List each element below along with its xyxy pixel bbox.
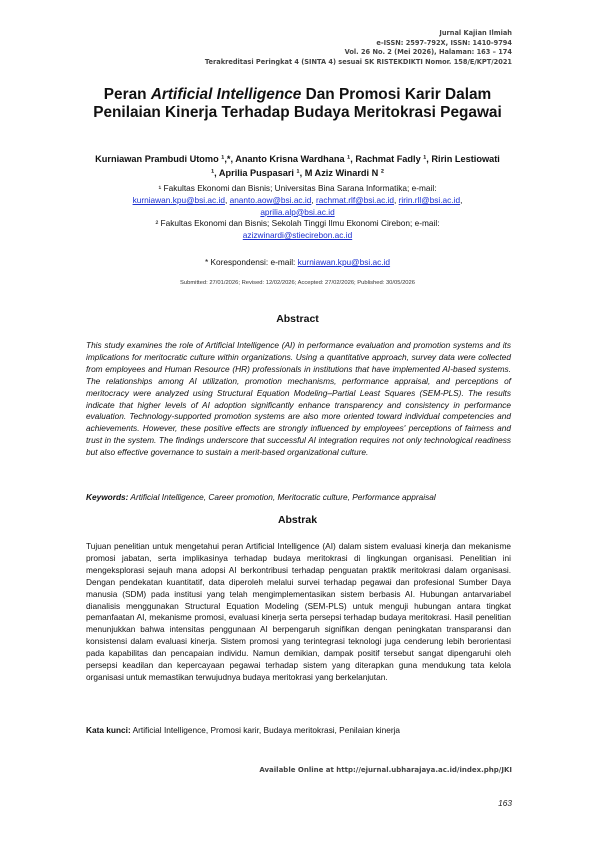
- email-link[interactable]: ananto.aow@bsi.ac.id: [229, 194, 312, 205]
- email-link[interactable]: kurniawan.kpu@bsi.ac.id: [132, 194, 225, 205]
- page-number: 163: [498, 798, 512, 808]
- email-link[interactable]: aprilia.alp@bsi.ac.id: [260, 206, 335, 217]
- journal-header: [182, 29, 512, 67]
- kata-kunci-text: Artificial Intelligence, Promosi karir, Budaya meritokrasi, Penilaian kinerja: [132, 725, 401, 735]
- correspondence-label: * Korespondensi: e-mail:: [204, 257, 296, 267]
- keywords-id: [86, 725, 511, 736]
- keywords-en: [86, 492, 511, 503]
- abstract-id-body: Tujuan penelitian untuk mengetahui peran Artificial Intelligence (AI) dalam sistem evaluasi kinerja dan mekanisme promosi jabatan, serta implikasinya terhadap budaya meritokrasi di lingkungan organisasi. Penelitian ini mengeksplorasi sejauh mana adopsi AI berkontribusi terhadap penguatan praktik meritokrasi dalam organisasi. Dengan pendekatan kuantitatif, data diperoleh melalui survei terhadap pegawai dan profesional Sumber Daya manusia (SDM) pada institusi yang telah mengimplementasikan sistem berbasis AI. Hubungan antarvariabel dianalisis menggunakan Structural Equation Modeling (SEM-PLS) untuk menguji hubungan antara tingkat pemanfaatan AI, mekanisme promosi, evaluasi kinerja serta persepsi terhadap budaya meritokrasi. Hasil penelitian menunjukkan bahwa intensitas penggunaan AI berpengaruh signifikan dengan peningkatan transparansi dan konsistensi dalam evaluasi kinerja. Sistem promosi yang terintegrasi teknologi juga cenderung lebih berorientasi pada kapabilitas dan pencapaian individu. Namun demikian, dampak positif tersebut sangat dipengaruhi oleh persepsi keadilan dan kepercayaan pegawai terhadap sistem yang diterapkan guna mendukung tata kelola organisasi untuk memastikan terwujudnya budaya meritokrasi yang berkelanjutan.: [86, 541, 511, 682]
- journal-volume: Vol. 26 No. 2 (Mei 2026), Halaman: 163 – 174: [344, 48, 512, 57]
- keywords-text: Artificial Intelligence, Career promotion, Meritocratic culture, Performance appraisal: [130, 492, 436, 502]
- title-suffix: Dan Promosi Karir Dalam Penilaian Kinerja Terhadap Budaya Meritokrasi Pegawai: [93, 86, 502, 121]
- journal-name: Jurnal Kajian Ilmiah: [439, 29, 512, 37]
- abstract-heading: Abstract: [276, 313, 319, 325]
- kata-kunci-label: Kata kunci:: [86, 725, 131, 735]
- journal-issn: e-ISSN: 2597-792X, ISSN: 1410-9794: [376, 38, 512, 47]
- affiliation-1-emails-cont: [95, 207, 500, 219]
- email-link[interactable]: azizwinardi@stiecirebon.ac.id: [242, 230, 353, 241]
- affiliation-1: ¹ Fakultas Ekonomi dan Bisnis; Universitas Bina Sarana Informatika; e-mail:: [158, 183, 437, 193]
- correspondence: [95, 257, 500, 268]
- title-italic: Artificial Intelligence: [150, 86, 302, 103]
- keywords-label: Keywords:: [86, 492, 129, 502]
- email-link[interactable]: ririn.rll@bsi.ac.id: [398, 194, 461, 205]
- abstract-en-body: This study examines the role of Artificial Intelligence (AI) in performance evaluation and promotion systems and its implications for meritocratic culture within organizations. Using a quantitative approach, survey data were collected from employees and Human Resource (HR) professionals in institutions that have implemented AI-based systems. The relationships among AI utilization, promotion mechanisms, performance appraisal, and perceptions of meritocracy were analyzed using Structural Equation Modeling–Partial Least Squares (SEM-PLS). The results indicate that higher levels of AI adoption significantly enhance transparency and consistency in performance evaluation. Technology-supported promotion systems are also more oriented toward individual competencies and achievements. However, these positive effects are strongly influenced by employees' perceptions of fairness and trust in the system. The findings underscore that successful AI integration requires not only technological readiness but also effective governance to sustain a merit-based organizational culture.: [86, 340, 511, 458]
- abstrak-heading: Abstrak: [277, 514, 318, 526]
- title-prefix: Peran: [103, 86, 151, 103]
- correspondence-email-link[interactable]: kurniawan.kpu@bsi.ac.id: [297, 257, 391, 267]
- paper-title: [80, 86, 515, 121]
- author-list: Kurniawan Prambudi Utomo ¹,*, Ananto Krisna Wardhana ¹, Rachmat Fadly ¹, Ririn Lestiowati ¹, Aprilia Puspasari ¹, M Aziz Winardi N ²: [95, 154, 500, 178]
- submission-dates: Submitted: 27/01/2026; Revised: 12/02/2026; Accepted: 27/02/2026; Published: 30/05/2026: [180, 280, 415, 286]
- affiliation-2-email-line: [95, 230, 500, 242]
- affiliations: [95, 183, 500, 242]
- journal-accreditation: Terakreditasi Peringkat 4 (SINTA 4) sesuai SK RISTEKDIKTI Nomor. 158/E/KPT/2021: [204, 57, 512, 66]
- available-online: Available Online at http://ejurnal.ubharajaya.ac.id/index.php/JKI: [259, 766, 512, 774]
- affiliation-2: ² Fakultas Ekonomi dan Bisnis; Sekolah Tinggi Ilmu Ekonomi Cirebon; e-mail:: [155, 218, 440, 229]
- affiliation-1-emails: kurniawan.kpu@bsi.ac.id, ananto.aow@bsi.ac.id, rachmat.rlf@bsi.ac.id, ririn.rll@bsi.ac.id,: [132, 194, 463, 205]
- email-link[interactable]: rachmat.rlf@bsi.ac.id: [315, 194, 395, 205]
